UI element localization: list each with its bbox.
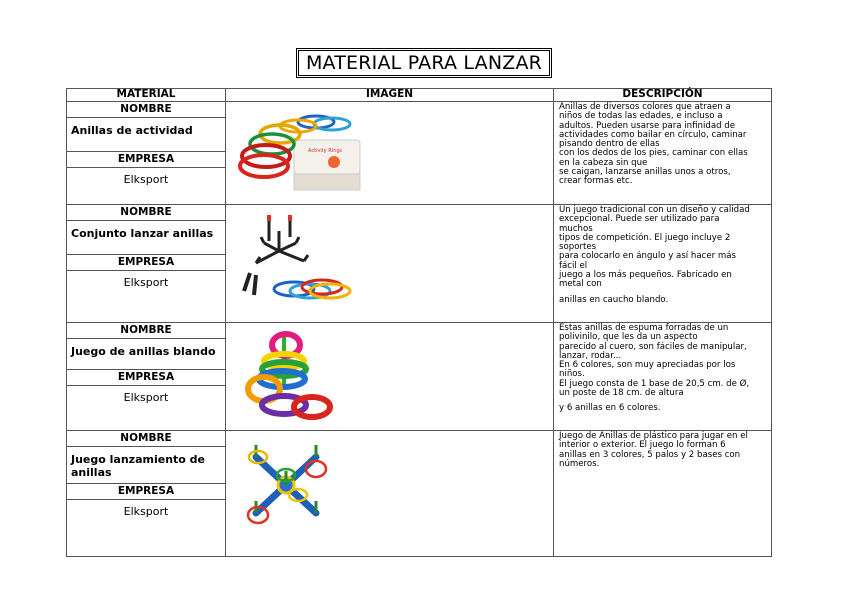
table-row bbox=[67, 323, 772, 431]
description-cell: Un juego tradicional con un diseño y calidad excepcional. Puede ser utilizado para muchos tipos de competición. El juego incluye 2 soportes para colocarlo en ángulo y así hacer más fácil el juego a los más pequeños. Fabricado en metal con anillas en caucho blando. bbox=[554, 205, 772, 323]
company-name: Elksport bbox=[123, 173, 169, 186]
company-name: Elksport bbox=[123, 276, 169, 289]
header-material: MATERIAL bbox=[67, 89, 226, 102]
product-name: Anillas de actividad bbox=[71, 124, 193, 137]
description-cell: Anillas de diversos colores que atraen a niños de todas las edades, e incluso a adultos. Pueden usarse para infinidad de actividades como bailar en círculo, caminar pisando dentro de ellas con los dedos de los pies, caminar con ellas en la cabeza sin que se caigan, lanzarse anillas unos a otros, crear formas etc. bbox=[554, 102, 772, 205]
description-cell: Estas anillas de espuma forradas de un polivinilo, que les da un aspecto parecido al cuero, son fáciles de manipular, lanzar, rodar... En 6 colores, son muy apreciadas por los niños. El juego consta de 1 base de 20,5 cm. de Ø, un poste de 18 cm. de altura y 6 anillas en 6 colores. bbox=[554, 323, 772, 431]
company-label: EMPRESA bbox=[67, 254, 225, 271]
material-cell bbox=[67, 205, 226, 323]
header-image: IMAGEN bbox=[226, 89, 554, 102]
material-cell bbox=[67, 431, 226, 557]
image-cell bbox=[226, 205, 554, 323]
product-name: Conjunto lanzar anillas bbox=[71, 227, 214, 240]
activity-rings-icon bbox=[236, 112, 366, 202]
material-cell bbox=[67, 323, 226, 431]
company-label: EMPRESA bbox=[67, 151, 225, 168]
page-title: MATERIAL PARA LANZAR bbox=[298, 50, 550, 76]
table-row bbox=[67, 102, 772, 205]
image-cell bbox=[226, 102, 554, 205]
company-label: EMPRESA bbox=[67, 483, 225, 500]
description-cell: Juego de Anillas de plástico para jugar en el interior o exterior. El juego lo forman 6 anillas en 3 colores, 5 palos y 2 bases con números. bbox=[554, 431, 772, 557]
product-name: Juego lanzamiento de anillas bbox=[71, 453, 205, 479]
ring-toss-stand-icon bbox=[234, 211, 364, 306]
material-cell bbox=[67, 102, 226, 205]
name-label: NOMBRE bbox=[67, 323, 225, 339]
svg-text:Activity Rings: Activity Rings bbox=[308, 148, 343, 154]
image-cell bbox=[226, 323, 554, 431]
material-table bbox=[66, 88, 772, 557]
header-description: DESCRIPCIÓN bbox=[554, 89, 772, 102]
table-header-row bbox=[67, 89, 772, 102]
table-row bbox=[67, 431, 772, 557]
foam-rings-icon bbox=[234, 327, 334, 427]
company-name: Elksport bbox=[123, 505, 169, 518]
plastic-ring-toss-icon bbox=[236, 437, 336, 537]
table-row bbox=[67, 205, 772, 323]
name-label: NOMBRE bbox=[67, 205, 225, 221]
image-cell bbox=[226, 431, 554, 557]
name-label: NOMBRE bbox=[67, 431, 225, 447]
name-label: NOMBRE bbox=[67, 102, 225, 118]
company-label: EMPRESA bbox=[67, 369, 225, 386]
company-name: Elksport bbox=[123, 391, 169, 404]
product-name: Juego de anillas blando bbox=[71, 345, 216, 358]
